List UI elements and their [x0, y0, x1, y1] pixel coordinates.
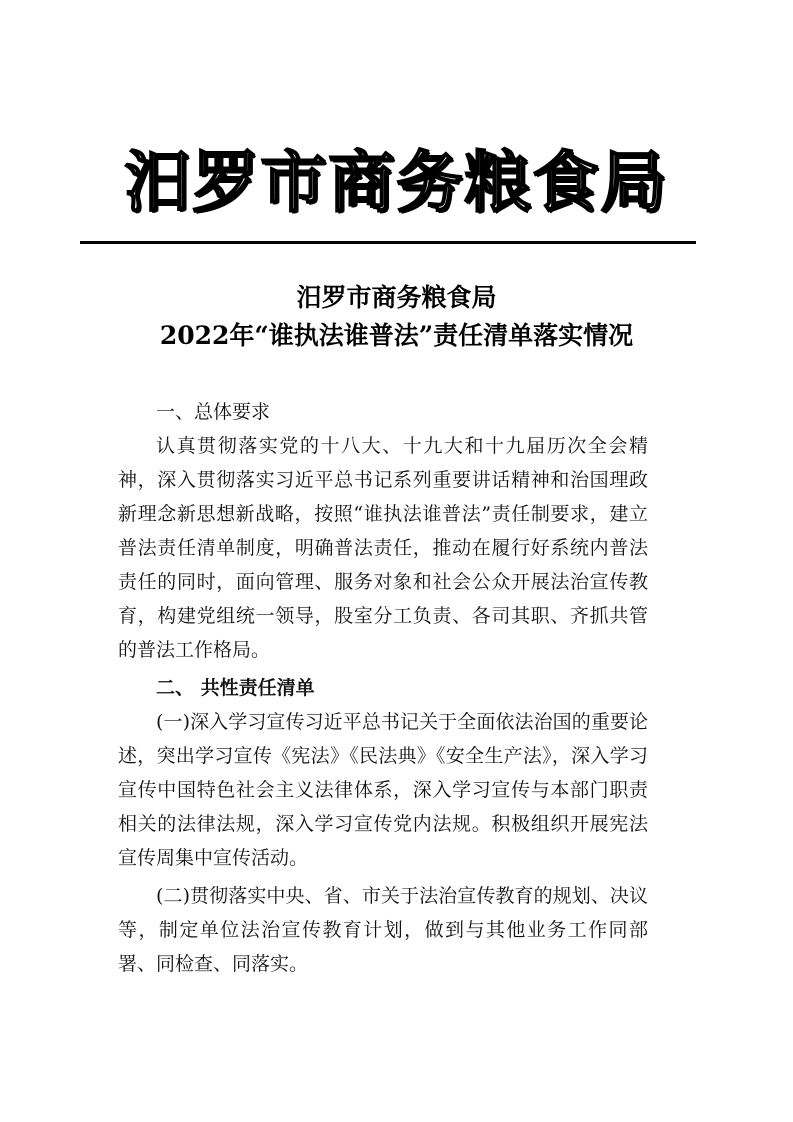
document-title-line-1: 汨罗市商务粮食局 [296, 283, 497, 312]
masthead-title: 汨罗市商务粮食局 [124, 144, 669, 221]
section-heading-common-responsibilities: 二、 共性责任清单 [156, 677, 315, 699]
paragraph-general-requirements: 认真贯彻落实党的十八大、十九大和十九届历次全会精神，深入贯彻落实习近平总书记系列重要讲话精神和治国理政新理念新思想新战略，按照“谁执法谁普法”责任制要求，建立普法责任清单制度，明确普法责任，推动在履行好系统内普法责任的同时，面向管理、服务对象和社会公众开展法治宣传教育，构建党组统一领导，股室分工负责、各司其职、齐抓共管的普法工作格局。 [118, 435, 648, 661]
paragraph-item-1: (一)深入学习宣传习近平总书记关于全面依法治国的重要论述，突出学习宣传《宪法》《民法典》《安全生产法》，深入学习宣传中国特色社会主义法律体系，深入学习宣传与本部门职责相关的法律法规，深入学习宣传党内法规。积极组织开展宪法宣传周集中宣传活动。 [118, 711, 648, 869]
section-heading-general-requirements: 一、总体要求 [156, 401, 271, 423]
document-title-line-2: 2022年“谁执法谁普法”责任清单落实情况 [159, 321, 634, 350]
document-body [118, 395, 648, 981]
paragraph-item-2: (二)贯彻落实中央、省、市关于法治宣传教育的规划、决议等，制定单位法治宣传教育计划，做到与其他业务工作同部署、同检查、同落实。 [118, 885, 648, 975]
masthead-rule [80, 241, 696, 244]
